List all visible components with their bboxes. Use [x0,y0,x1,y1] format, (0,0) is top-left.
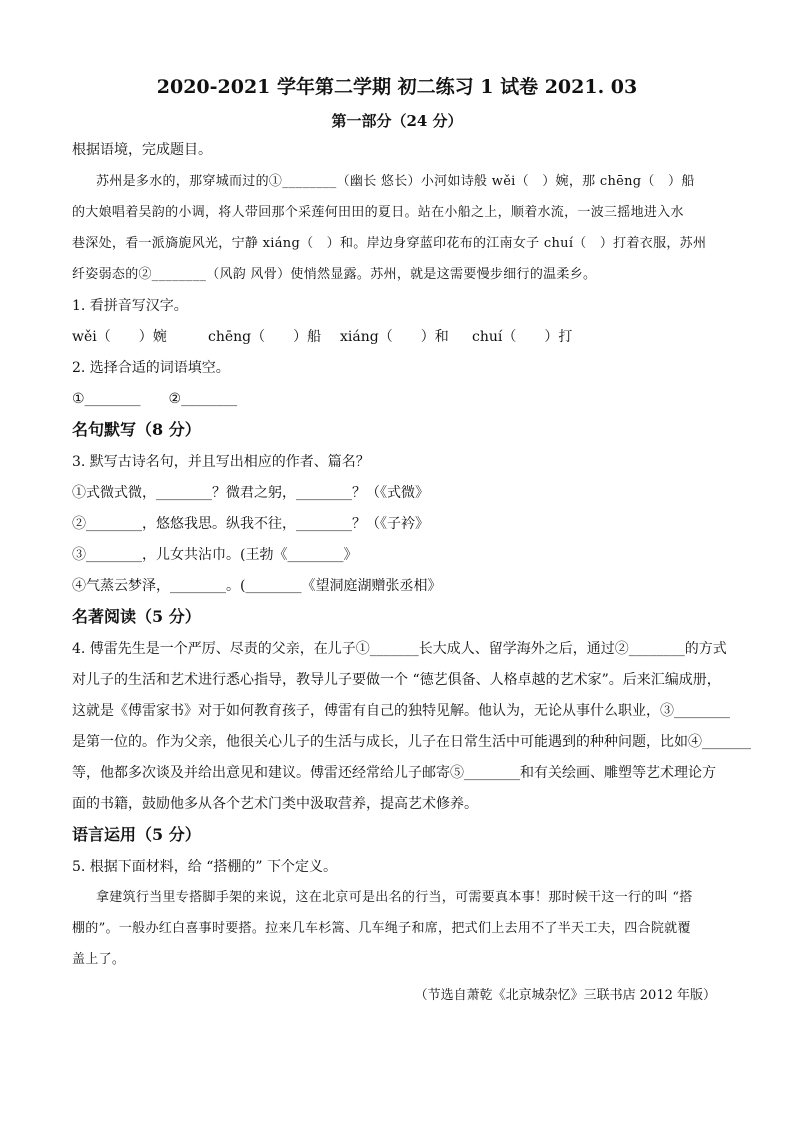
q4-line: 这就是《傅雷家书》对于如何教育孩子，傅雷有自己的独特见解。他认为，无论从事什么职业，③________ [72,703,730,719]
q5-passage-line: 盖上了。 [72,952,126,967]
q3-line: ④气蒸云梦泽，________。(________《望洞庭湖赠张丞相》 [72,578,442,594]
q1-item: wěi（ ）婉 [72,329,167,345]
q5-passage-line: 棚的”。一般办红白喜事时要搭。拉来几车杉篙、几车绳子和席，把式们上去用不了半天工夫，四合院就覆 [72,921,691,936]
q4-line: 面的书籍，鼓励他多从各个艺术门类中汲取营养，提高艺术修养。 [72,796,478,812]
passage-line: 苏州是多水的，那穿城而过的①________（幽长 悠长）小河如诗般 wěi（ ）婉，那 chēng（ ）船 [96,174,695,189]
q5-passage-line: 拿建筑行当里专搭脚手架的来说，这在北京可是出名的行当，可需要真本事！那时候干这一行的叫 “搭 [96,890,693,905]
passage-line: 巷深处，看一派旖旎风光，宁静 xiáng（ ）和。岸边身穿蓝印花布的江南女子 chuí（ ）打着衣服，苏州 [72,236,707,251]
passage-line: 纤姿弱态的②________（风韵 风骨）使悄然显露。苏州，就是这需要慢步细行的温柔乡。 [72,267,597,282]
q4-line: 等，他都多次谈及并给出意见和建议。傅雷还经常给儿子邮寄⑤________和有关绘画、雕塑等艺术理论方 [72,765,716,781]
intro-text: 根据语境，完成题目。 [72,142,212,158]
passage-line: 的大娘唱着吴韵的小调，将人带回那个采莲何田田的夏日。站在小船之上，顺着水流，一波三摇地进入水 [72,205,684,220]
q3-line: ①式微式微，________？微君之躬，________？（《式微》 [72,485,429,501]
q4-line: 对儿子的生活和艺术进行悉心指导，教导儿子要做一个 “德艺俱备、人格卓越的艺术家”。后来汇编成册， [72,672,721,688]
q3-line: ②________，悠悠我思。纵我不往，________？（《子衿》 [72,516,429,532]
q3-line: ③________，儿女共沾巾。(王勃《________》 [72,547,358,563]
q4-line: 4. 傅雷先生是一个严厉、尽责的父亲，在儿子①_______长大成人、留学海外之后，通过②________的方式 [72,641,727,657]
section-heading: 名著阅读（5 分） [72,607,201,626]
question-3: 3. 默写古诗名句，并且写出相应的作者、篇名？ [72,454,370,470]
q2-blanks: ①________ ②________ [72,391,238,407]
question-2: 2. 选择合适的词语填空。 [72,360,230,376]
q4-line: 是第一位的。作为父亲，他很关心儿子的生活与成长，儿子在日常生活中可能遇到的种种问题，比如④_______ [72,734,751,750]
source-citation: （节选自萧乾《北京城杂忆》三联书店 2012 年版） [414,988,716,1003]
q1-item: chuí（ ）打 [472,329,573,345]
question-5: 5. 根据下面材料，给 “搭棚的” 下个定义。 [72,859,338,875]
q1-item: xiáng（ ）和 [340,329,449,345]
section-heading: 名句默写（8 分） [72,420,201,439]
q1-item: chēng（ ）船 [208,329,322,345]
section-heading: 语言运用（5 分） [72,825,201,844]
exam-title: 2020-2021 学年第二学期 初二练习 1 试卷 2021. 03 [156,76,638,98]
question-1: 1. 看拼音写汉字。 [72,298,188,314]
part-one-heading: 第一部分（24 分） [331,112,463,130]
